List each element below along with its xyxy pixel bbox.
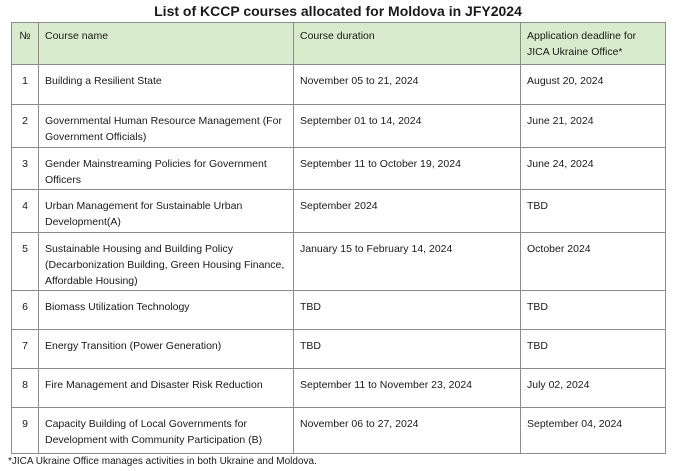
course-duration: September 01 to 14, 2024: [294, 105, 521, 148]
header-application-deadline: Application deadline for JICA Ukraine Office*: [521, 23, 666, 65]
table-row: [12, 190, 666, 233]
row-number: 5: [12, 233, 39, 291]
table-row: [12, 291, 666, 330]
row-number: 4: [12, 190, 39, 233]
course-duration: September 2024: [294, 190, 521, 233]
table-header-row: [12, 23, 666, 65]
header-course-name: Course name: [39, 23, 294, 65]
course-name: Biomass Utilization Technology: [39, 291, 294, 330]
table-row: [12, 369, 666, 408]
application-deadline: June 24, 2024: [521, 148, 666, 190]
application-deadline: TBD: [521, 190, 666, 233]
course-name: Sustainable Housing and Building Policy (Decarbonization Building, Green Housing Finance, Affordable Housing): [39, 233, 294, 291]
course-name: Building a Resilient State: [39, 65, 294, 105]
footnote: *JICA Ukraine Office manages activities in both Ukraine and Moldova.: [8, 456, 317, 467]
table-row: [12, 408, 666, 454]
table-row: [12, 233, 666, 291]
table-row: [12, 148, 666, 190]
course-name: Energy Transition (Power Generation): [39, 330, 294, 369]
course-name: Urban Management for Sustainable Urban Development(A): [39, 190, 294, 233]
header-course-duration: Course duration: [294, 23, 521, 65]
course-name: Capacity Building of Local Governments for Development with Community Participation (B): [39, 408, 294, 454]
table-row: [12, 330, 666, 369]
application-deadline: TBD: [521, 330, 666, 369]
row-number: 8: [12, 369, 39, 408]
courses-table: [11, 22, 666, 454]
course-duration: January 15 to February 14, 2024: [294, 233, 521, 291]
course-duration: TBD: [294, 330, 521, 369]
course-duration: November 05 to 21, 2024: [294, 65, 521, 105]
course-name: Gender Mainstreaming Policies for Government Officers: [39, 148, 294, 190]
course-name: Governmental Human Resource Management (For Government Officials): [39, 105, 294, 148]
row-number: 3: [12, 148, 39, 190]
application-deadline: June 21, 2024: [521, 105, 666, 148]
row-number: 6: [12, 291, 39, 330]
course-duration: September 11 to November 23, 2024: [294, 369, 521, 408]
course-name: Fire Management and Disaster Risk Reduction: [39, 369, 294, 408]
application-deadline: July 02, 2024: [521, 369, 666, 408]
course-duration: TBD: [294, 291, 521, 330]
course-duration: November 06 to 27, 2024: [294, 408, 521, 454]
application-deadline: October 2024: [521, 233, 666, 291]
row-number: 1: [12, 65, 39, 105]
table-row: [12, 105, 666, 148]
table-row: [12, 65, 666, 105]
row-number: 2: [12, 105, 39, 148]
application-deadline: TBD: [521, 291, 666, 330]
application-deadline: August 20, 2024: [521, 65, 666, 105]
course-duration: September 11 to October 19, 2024: [294, 148, 521, 190]
application-deadline: September 04, 2024: [521, 408, 666, 454]
row-number: 7: [12, 330, 39, 369]
row-number: 9: [12, 408, 39, 454]
header-number: №: [12, 23, 39, 65]
page-title: List of KCCP courses allocated for Moldova in JFY2024: [154, 3, 522, 19]
